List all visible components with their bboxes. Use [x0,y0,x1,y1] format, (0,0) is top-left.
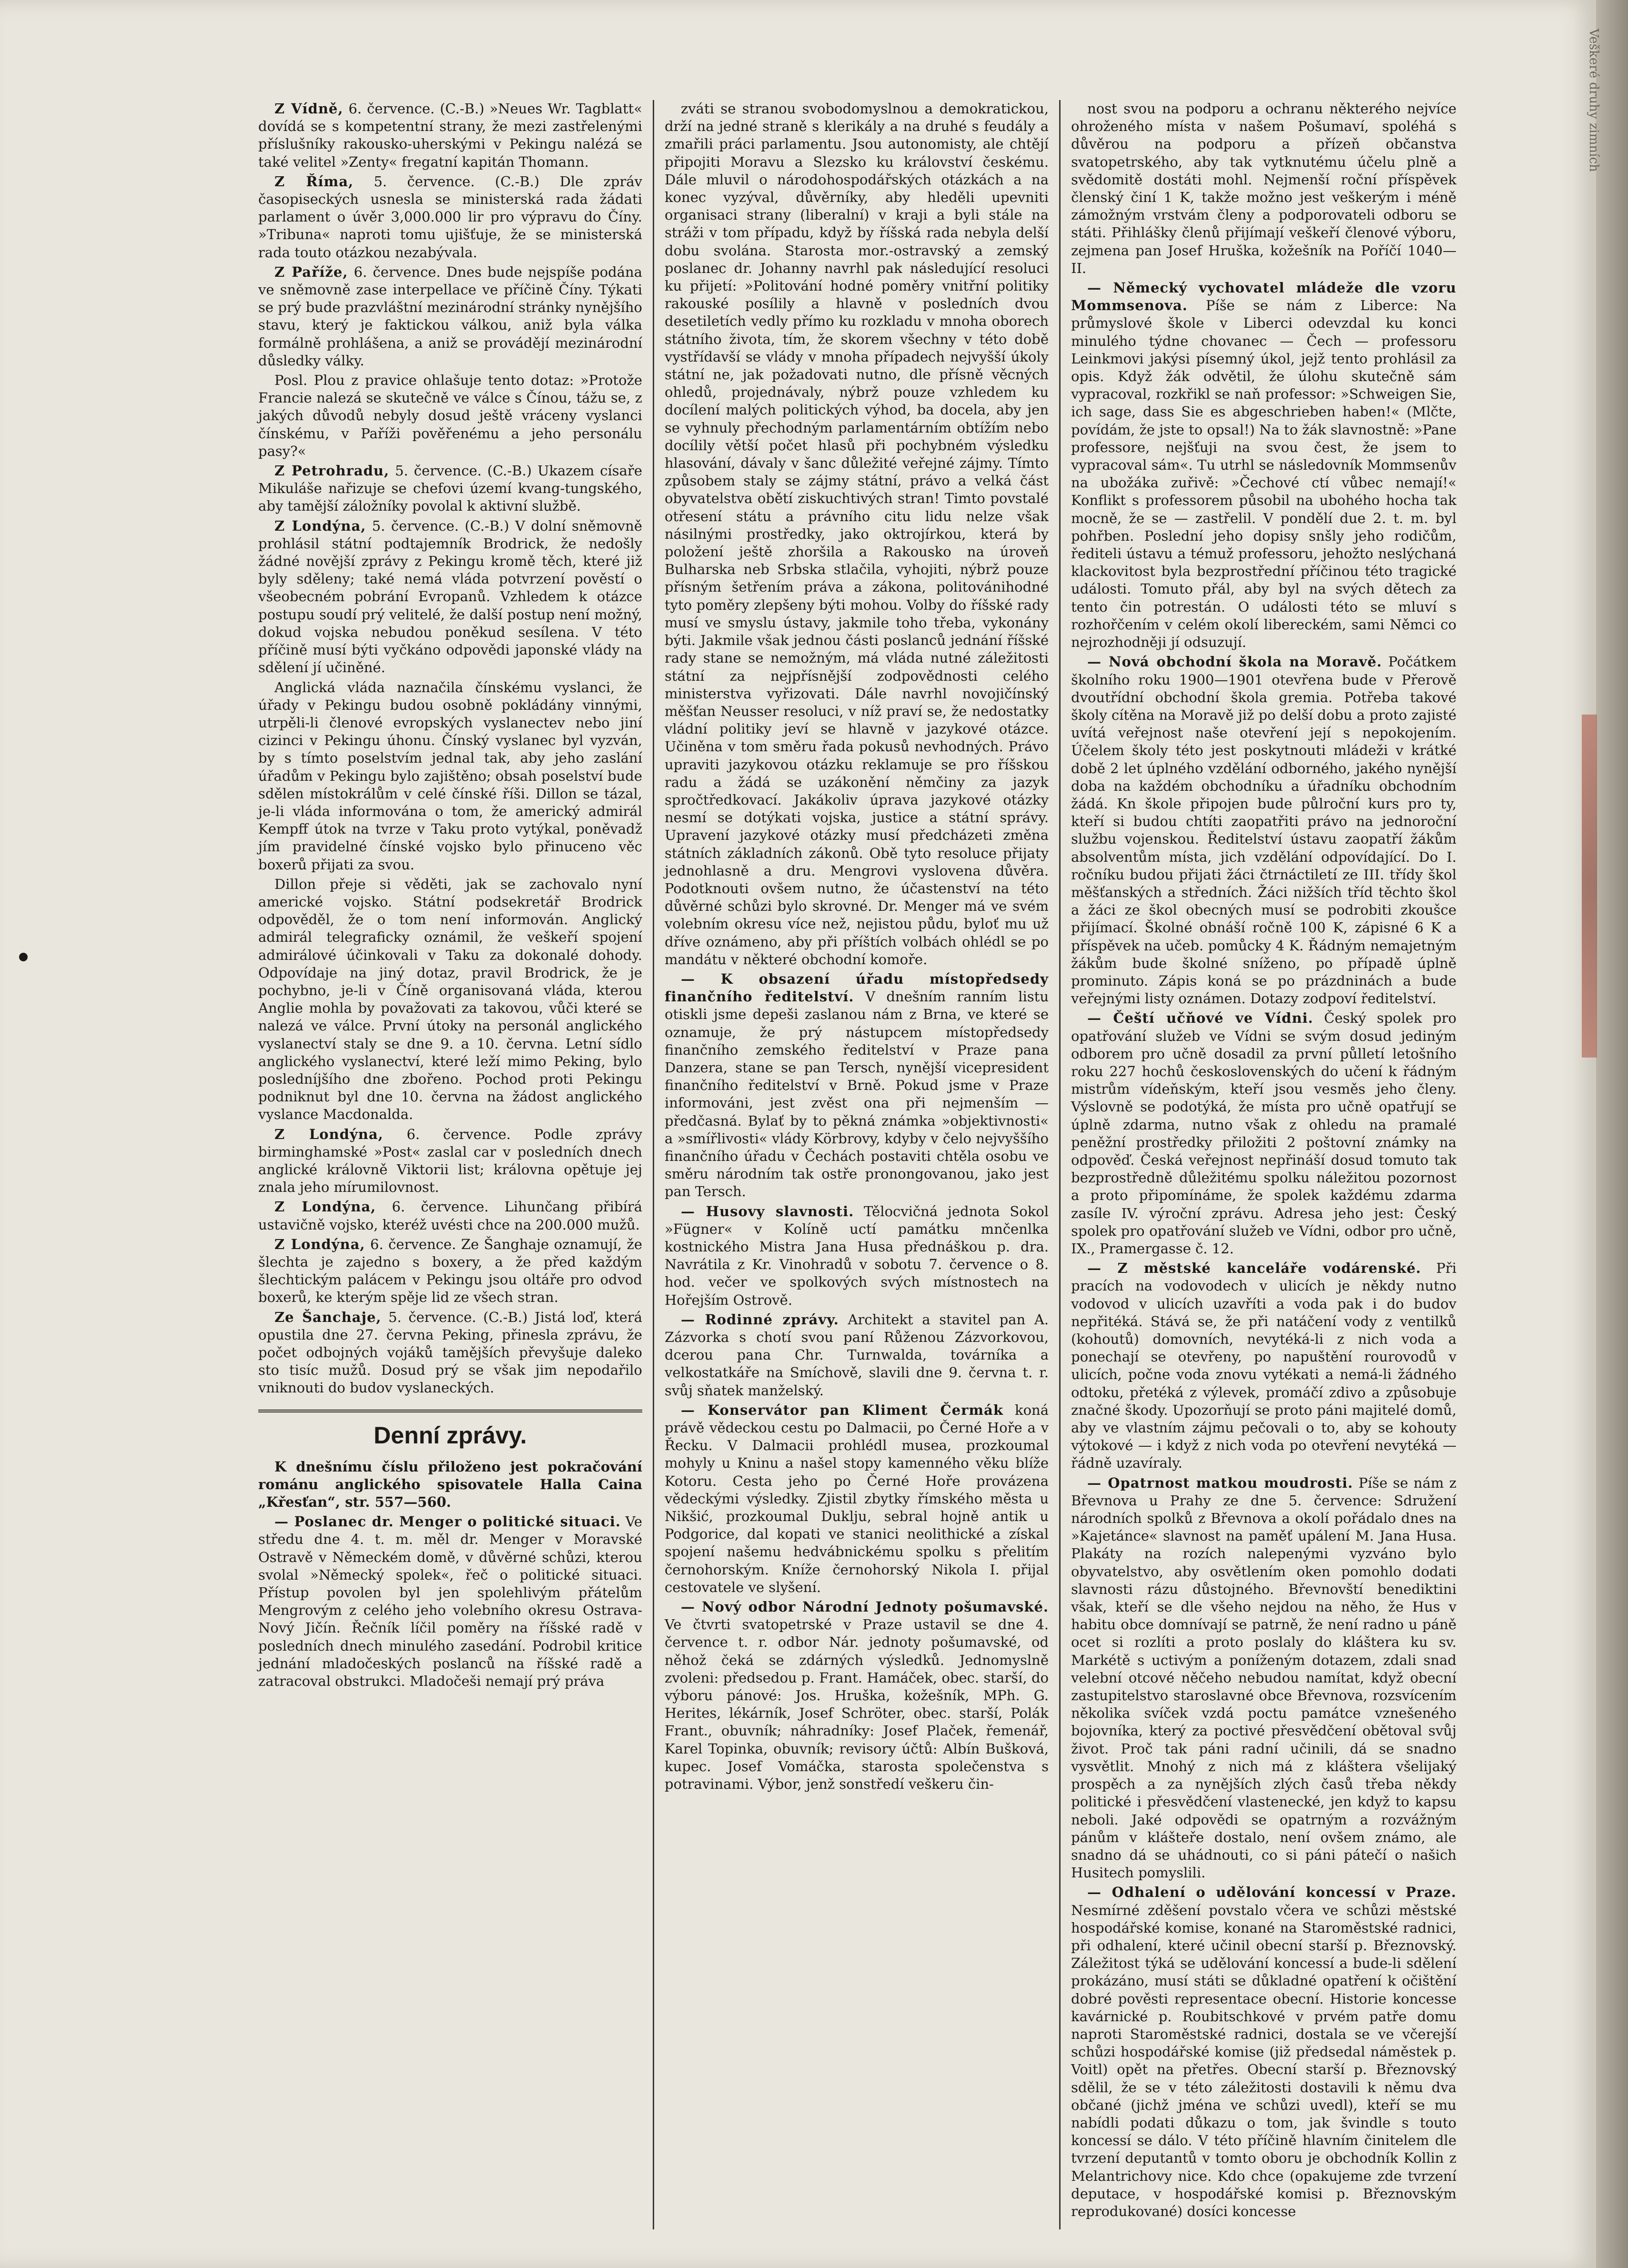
article-paragraph [258,1513,642,1690]
article-paragraph [1071,279,1456,651]
section-title: Denní zprávy. [258,1410,642,1450]
article-text: 5. července. (C.-B.) Jistá loď, která opustila dne 27. června Peking, přinesla zprávu, že počet odbojných vojáků tamějších převyšuje daleko sto tisíc mužů. Dosud prý se však jim nepodařilo vniknouti do budov vyslaneckých. [258,1309,643,1396]
article-text: Český spolek pro opatřování služeb ve Vídni se svým dosud jediným odborem pro učně dosadil za první půlletí letošního roku 227 hochů československých do učení k řádným mistrům vídeňským, kteří jsou vesměs jeho členy. Výslovně se podotýká, že místa pro učně opatřují se úplně zdarma, nutno však z ohledu na pramalé peněžní prostředky přiložiti 2 poštovní známky na odpověď. Česká veřejnost nepřináší dosud tomuto tak bezprostředně důležitému spolku náležitou pozornost a proto připomínáme, že spolek každému zdarma zasíle IV. výroční zprávu. Adresa jeho jest: Český spolek pro opatřování služeb ve Vídni, odbor pro učně, IX., Pramergasse č. 12. [1071,1010,1457,1257]
article-headline: Ze Šanchaje, [274,1309,382,1325]
article-paragraph [258,263,642,370]
article-paragraph [258,1309,642,1397]
article-text: Ve středu dne 4. t. m. měl dr. Menger v Moravské Ostravě v Německém domě, v důvěrné schůzi, kterou svolal »Německý spolek«, řeč o politické situaci. Přístup povolen byl jen spolehlivým přátelům Mengrovým z celého jeho volebního okresu Ostrava-Nový Jičín. Řečník líčil poměry na říšské radě v posledních dnech minulého zasedání. Podrobil kritice jednání mladočeských poslanců na říšské radě a zatracoval obstrukci. Mladočeši nemají prý práva [258,1513,643,1690]
article-paragraph [258,100,642,171]
article-headline: Z Londýna, [274,1236,365,1252]
article-text: Posl. Plou z pravice ohlašuje tento dotaz: »Protože Francie nalezá se skutečně ve válce s Čínou, tážu se, z jakých důvodů nebyly dosud ještě vráceny vyslanci čínskému, v Paříži pověřenému a jeho personálu pasy?« [258,372,642,459]
article-paragraph [1071,1009,1456,1258]
article-paragraph [1071,1884,1456,2220]
article-headline: — Nový odbor Národní Jednoty pošumavské. [681,1599,1049,1615]
article-headline: Z Vídně, [274,101,344,117]
article-text: Nesmírné zděšení povstalo včera ve schůzi městské hospodářské komise, konané na Staroměstské radnici, při odhalení, které učinil obecní starší p. Březnovský. Záležitost týká se udělování koncessí a bude-li sdělení prokázáno, musí státi se důkladné opatření k očištění dobré pověsti representace obecní. Historie koncesse kavárnické p. Roubitschkové v prvém patře domu naproti Staroměstské radnici, dostala se ve včerejší schůzi hospodářské komise (již předsedal náměstek p. Voitl) opět na přetřes. Obecní starší p. Březnovský sdělil, že se v této záležitosti dostavili k němu dva občané (jichž jména ve schůzi uvedl), kteří se mu nabídli podati důkazu o tom, jak švindle s touto koncessí se dálo. V této příčině hlavním činitelem dle tvrzení deputantů v tomto oboru je obchodník Kollin z Melantrichovy nice. Kdo chce (opakujeme zde tvrzení deputace, v hospodářské komisi p. Březnovským reprodukované) dosíci koncesse [1071,1902,1456,2219]
article-headline: — Čeští učňové ve Vídni. [1087,1010,1314,1027]
article-text: Píše se nám z Břevnova u Prahy ze dne 5. července: Sdružení národních spolků z Břevnova a okolí pořádalo dnes na »Kajetánce« slavnost na paměť upálení M. Jana Husa. Plakáty na rozích nalepenými vyzváno bylo obyvatelstvo, aby osvětlením oken pomohlo dodati slavnosti rázu důstojného. Břevnovští benediktini však, kteří se dle všeho nejdou na něho, že Hus v habitu obce domnívají se patrně, že není radno u páně ocet si rozlíti a proto poslaly do kláštera ku sv. Markétě s uctivým a poníženým dotazem, zdali snad velební otcové něčeho nebudou namítat, když obecní zastupitelstvo staroslavné obce Břevnova, rozsvícením několika svíček vzdá poctu památce vznešeného bojovníka, který za poctivé přesvědčení obětoval svůj život. Proč tak páni radní učinili, dá se snadno vysvětlit. Mnohý z nich má z kláštera všelijaký prospěch a za nynějších zlých časů třeba někdy politické i přesvědčení vlastenecké, jen když to kapsu neboli. Jaké odpovědi se opatrným a rozvážným pánům v klášteře dostalo, není ovšem známo, ale snadno dá se uhádnouti, co si páni pátečí o našich Husitech pomyslili. [1071,1474,1456,1881]
article-headline: Z Londýna, [274,1126,384,1142]
article-text: 6. července. Lihunčang přibírá ustavičně vojsko, kteréž uvésti chce na 200.000 mužů. [258,1199,643,1233]
notice-paragraph [258,1458,642,1512]
article-text: 6. července. Podle zprávy birminghamské »Post« zaslal car v posledních dnech anglické královně Viktorii list; královna opětuje jej znala jeho mírumilovnost. [258,1126,643,1196]
article-headline: Z Petrohradu, [274,463,390,479]
article-headline: Z Říma, [274,173,354,190]
article-headline: — Konservátor pan Kliment Čermák [681,1401,1003,1418]
article-text: K dnešnímu číslu přiloženo jest pokračování románu anglického spisovatele Halla Caina „Křesťan“, str. 557—560. [258,1458,642,1511]
column-2 [654,100,1061,2229]
article-text: Počátkem školního roku 1900—1901 otevřena bude v Přerově dvoutřídní obchodní škola gremia. Potřeba takové školy cítěna na Moravě již po delší dobu a proto zajisté uvítá veřejnost naše otevření její s nepokojením. Účelem školy této jest poskytnouti mládeži v krátké době 2 let úplného vzdělání odborného, jakého nynější doba na každém obchodníku a úřadníku obchodním žádá. Kn škole připojen bude půlroční kurs pro ty, kteří si budou chtíti zaopatřiti právo na jednoroční službu vojenskou. Ředitelství ústavu zaopatří žákům absolventům místa, jich vzdělání odpovídající. Do I. ročníku budou přijati žáci čtrnáctiletí ze III. třídy škol měšťanských a středních. Žáci nižších tříd těchto škol a žáci ze škol obecných musí se podrobiti zkoušce přijímací. Školné obnáší ročně 100 K, zápisné 6 K a příspěvek na učeb. pomůcky 4 K. Řádným nemajetným žákům bude školné sníženo, po případě úplně prominuto. Zápis koná se po prázdninách a bude veřejnými listy oznámen. Dotazy zodpoví ředitelství. [1071,654,1456,1007]
article-headline: Z Paříže, [274,263,348,280]
article-text: zváti se stranou svobodomyslnou a demokratickou, drží na jedné straně s klerikály a na druhé s feudály a zmařili práci parlamentu. Jsou autonomisty, ale chtějí připojiti Moravu a Slezsko ku království českému. Dále mluvil o národohospodářských otázkách a na konec vyzýval, důvěrníky, aby hleděli upevniti organisaci strany (liberalní) v kraji a byli stále na stráži v tom případu, když by říšská rada nebyla delší dobu svolána. Starosta mor.-ostravský a zemský poslanec dr. Johanny navrhl pak následující resoluci ku přijetí: »Politování hodné poměry vnitřní politiky rakouské posílily a hlavně v posledních dvou desetiletích vedly přímo ku rozkladu v mnoha oborech státního života, tím, že skorem všechny v této době vystřídavší se vlády v mnoha případech nejvyšší úkoly státní ne, jak požadovati nutno, dle přísně věcných ohledů, projednávaly, nýbrž pouze vzhledem ku docílení malých politických výhod, ba docela, aby jen se vyhnuly přechodným parlamentárním obtížím nebo docílily větší počet hlasů při pochybném výsledku hlasování, dávaly v šanc důležité veřejné zájmy. Tímto způsobem staly se zájmy státní, právo a velká část obyvatelstva obětí ziskuchtivých stran! Timto povstalé otřesení státu a právního citu lidu nelze však násilnými prostředky, jako oktrojírkou, která by položení ještě zhoršila a Rakousko na úroveň Bulharska neb Srbska stlačila, vyhojiti, nýbrž pouze přísným šetřením práva a zákona, politovánihodné tyto poměry zlepšeny býti mohou. Volby do říšské rady musí ve smyslu ústavy, jakmile toho třeba, vykonány býti. Jakmile však jednou části poslanců jednání říšské rady stane se nemožným, má vláda nutné záležitosti státní za nejpřísnější zodpovědnosti celého ministerstva vyřizovati. Dále navrhl novojičínský měšťan Neusser resoluci, v níž praví se, že nedostatky vládní politiky jeví se hlavně v jazykové otázce. Učiněna v tom směru řada pokusů nevhodných. Právo upraviti jazykovou otázku reklamuje se pro říšskou radu a žádá se uzákonění němčiny za jazyk spročtředkovací. Jakákoliv úprava jazykové otázky nesmí se dotýkati vojska, justice a státní správy. Upravení jazykové otázky musí předcházeti změna státních základních zákonů. Obě tyto resoluce přijaty jednohlasně a dru. Mengrovi vyslovena důvěra. Podotknouti ovšem nutno, že účastenství na této důvěrné schůzi bylo skrovné. Dr. Menger má ve svém volebním okresu více než, nejistou půdu, byloť mu už dříve oznámeno, aby při příštích volbách ohlédl se po mandátu v některé obchodní komoře. [665,101,1049,968]
article-headline: — Opatrnost matkou moudrosti. [1087,1474,1354,1491]
article-paragraph [1071,100,1456,277]
article-headline: — K obsazení úřadu místopředsedy finančního ředitelství. [665,970,1049,1005]
article-paragraph [665,100,1049,968]
article-text: 6. července. Dnes bude nejspíše podána ve sněmovně zase interpellace ve příčině Číny. Týkati se prý bude prazvláštní mezinárodní stránky nynějšího stavu, který je faktickou válkou, aniž byla válka formálně prohlášena, a aniž se provádějí mezinárodní důsledky války. [258,263,642,369]
article-text: Tělocvičná jednota Sokol »Fügner« v Kolíně uctí památku mnčenlka kostnického Mistra Jana Husa přednáškou p. dra. Navrátila z Kr. Vinohradů v sobotu 7. července o 8. hod. večer ve spolkových svých místnostech na Hořejším Ostrově. [665,1203,1049,1308]
article-headline: Z Londýna, [274,517,366,534]
article-headline: — Rodinné zprávy. [681,1311,839,1328]
article-paragraph [258,1126,642,1197]
article-text: 5. července. (C.-B.) Ukazem císaře Mikuláše nařizuje se chefovi území kvang-tungského, aby tamější záložníky povolal k aktivní službě. [258,463,643,514]
article-text: nost svou na podporu a ochranu některého nejvíce ohroženého místa v našem Pošumaví, spoléhá s důvěrou na podporu a přízeň občanstva svatopetrského, aby tak vytknutému účelu plně a svědomitě dostáti mohl. Nejmenší roční příspěvek členský činí 1 K, takže možno jest veškerým i méně zámožným vrstvám členy a podporovateli odboru se státi. Přihlášky členů přijímají veškeří členové výboru, zejmena pan Josef Hruška, kožešník na Poříčí 1040—II. [1071,101,1456,276]
article-paragraph [258,372,642,460]
article-text: Dillon přeje si věděti, jak se zachovalo nyní americké vojsko. Státní podsekretář Brodrick odpověděl, že o tom není informován. Anglický admirál telegraficky oznámil, že veškeří spojení admirálové účinkovali v Taku za dokonalé dohody. Odpovídaje na jiný dotaz, pravil Brodrick, že je pochybno, je-li v Číně organisovaná vláda, kterou Anglie mohla by považovati za takovou, vůči které se nalezá ve válce. První útoky na personál anglického vyslanectví staly se dne 9. a 10. června. Letní sídlo anglického vyslanectví, které leží mimo Peking, bylo posledníjšího dne zbořeno. Pochod proti Pekingu podniknut byl dne 10. června na žádost anglického vyslance Macdonalda. [258,876,642,1123]
article-paragraph [665,1598,1049,1793]
margin-note: Veškeré druhy zimních [1587,29,1601,172]
article-paragraph [1071,653,1456,1008]
article-paragraph [665,1311,1049,1400]
article-text: Píše se nám z Liberce: Na průmyslové škole v Liberci odevzdal ku konci minulého týdne chovanec — Čech — professoru Leinkmovi jakýsi písemný úkol, jejž tento prohlásil za opis. Když žák odvětil, že úlohu skutečně sám vypracoval, rozkřikl se naň professor: »Schweigen Sie, ich sage, dass Sie es abgeschrieben haben!« (Mlčte, povídám, že jste to opsal!) Na to žák slavnostně: »Pane professore, nejšťuji na svou čest, že jsem to vypracoval sám«. Tu utrhl se následovník Mommsenův na ubožáka zuřivě: »Čechové ctí vůbec nemají!« Konflikt s professorem působil na ubohého hocha tak mocně, že se — zastřelil. V pondělí due 2. t. m. byl pohřben. Poslední jeho dopisy snšly jeho rodičům, řediteli ústavu a témuž professoru, jehožto neslýchaná klackovitost byla bezprostřední příčinou této tragické události. Tomuto přál, aby byl na svých dětech za tento čin potrestán. O události této se mluví s rozhořčením v celém okolí libereckém, sami Němci co nejrozhodněji jí odsuzují. [1071,297,1457,651]
article-paragraph [258,876,642,1124]
article-paragraph [258,1236,642,1307]
page-edge [1596,0,1628,2268]
article-paragraph [665,1203,1049,1309]
article-text: Při pracích na vodovodech v ulicích je někdy nutno vodovod v ulicích uzavříti a voda pak i do budov nepřitéká. Stává se, že při natáčení vody z ventilků (kohoutů) domovních, nevytéká-li z nich voda a ponechají se otevřeny, po napuštění rourovodů v ulicích, počne voda znovu vytékati a nemá-li žádného odtoku, přetéká z výlevek, promáčí zdivo a způsobuje značné škody. Upozorňují se proto páni majitelé domů, aby ve vlastním zájmu pečovali o to, aby se kohouty výtokové — i když z nich voda po otevření nevytéká — řádně uzavíraly. [1071,1260,1456,1472]
article-headline: — Husovy slavnosti. [681,1203,854,1220]
article-headline: Z Londýna, [274,1199,376,1215]
article-text: V dnešním ranním listu otiskli jsme depeši zaslanou nám z Brna, ve které se oznamuje, že prý nástupcem místopředsedy finančního zemského ředitelství v Praze pana Danzera, stane se pan Tersch, nynější vicepresident finančního ředitelství v Brně. Pokud jsme v Praze informováni, jest zvěst ona při nejmenším — předčasná. Bylať by to pěkná známka »objektivnosti« a »smířlivosti« vlády Körbrovy, kdyby v čelo nejvyššího finančního úřadu v Čechách postaviti chtěla osobu ve směru národním tak ostře pronongovanou, jako jest pan Tersch. [665,988,1049,1200]
text-columns [248,100,1467,2229]
article-paragraph [258,679,642,874]
article-headline: — Z městské kanceláře vodárenské. [1087,1260,1421,1277]
article-headline: — Odhalení o udělování koncessí v Praze. [1087,1884,1456,1901]
article-text: Ve čtvrti svatopetrské v Praze ustavil se dne 4. července t. r. odbor Nár. jednoty pošumavské, od něhož čeká se zdárných výsledků. Jednomyslně zvoleni: předsedou p. Frant. Hamáček, obec. starší, do výboru pánové: Jos. Hruška, kožešník, MPh. G. Herites, lékárník, Josef Schröter, obec. starší, Polák Frant., obuvník; náhradníky: Josef Plaček, řemenář, Karel Topinka, obuvník; revisory účtů: Albín Bušková, kupec. Josef Vomáčka, starosta společenstva s potravinami. Výbor, jenž sonstředí veškeru čin- [665,1616,1049,1793]
column-1 [248,100,654,2229]
binding-stain [1582,715,1597,1058]
article-paragraph [665,970,1049,1201]
article-text: Architekt a stavitel pan A. Zázvorka s chotí svou paní Růženou Zázvorkovou, dcerou pana Chr. Turnwalda, továrníka a velkostatkáře na Smíchově, slavili dne 9. června t. r. svůj sňatek manželský. [665,1311,1049,1399]
article-paragraph [258,517,642,677]
article-paragraph [258,173,642,262]
article-text: koná právě vědeckou cestu po Dalmacii, po Černé Hoře a v Řecku. V Dalmacii prohlédl musea, prozkoumal mohyly u Kninu a našel stopy kamenného věku blíže Kotoru. Cesta jeho po Černé Hoře provázena vědeckými výsledky. Zjistil zbytky římského města u Nikšić, prozkoumal Duklju, sebral hojně antik u Podgorice, dal kopati ve stanici neolithické a získal spojení našemu hedvábnickému spolku s přelitím černohorským. Kníže černohorský Nikola I. přijal cestovatele ve slyšení. [665,1401,1049,1595]
article-text: 5. července. (C.-B.) V dolní sněmovně prohlásil státní podtajemník Brodrick, že nedošly žádné novější zprávy z Pekingu kromě těch, které již byly sděleny; také nemá vláda potvrzení pověstí o všeobecném pobrání Evropanů. Vzhledem k otázce postupu soudí prý velitelé, že další postup není možný, dokud vojska nebudou poněkud sesílena. V této příčině musí býti vyčkáno odpovědi japonské vlády na sdělení jí učiněné. [258,517,642,676]
article-paragraph [1071,1260,1456,1472]
article-text: 6. července. (C.-B.) »Neues Wr. Tagblatt« dovídá se s kompetentní strany, že mezi zastřelenými příslušníky rakousko-uherskými v Pekingu nalézá se také velitel »Zenty« fregatní kapitán Thomann. [258,101,642,170]
article-headline: — Poslanec dr. Menger o politické situaci. [274,1513,621,1530]
article-text: Anglická vláda naznačila čínskému vyslanci, že úřady v Pekingu budou osobně pokládány vinnými, utrpěli-li členové evropských vyslanectev nebo jiní cizinci v Pekingu úhonu. Čínský vyslanec byl vyzván, by s tímto poselstvím jednal tak, aby jeho zaslání úřadům v Pekingu bylo zajištěno; obsah poselství bude sdělen místokrálům v celé čínské říši. Dillon se tázal, je-li vláda informována o tom, že americký admirál Kempff útok na tvrze v Taku proto vytýkal, poněvadž jím pravidelné čínské vojsko bylo přinuceno věc boxerů přijati za svou. [258,679,642,873]
column-3 [1061,100,1467,2229]
punch-hole [19,953,28,961]
article-paragraph [258,462,642,515]
article-paragraph [1071,1474,1456,1882]
article-text: 6. července. Ze Šanghaje oznamují, že šlechta je zajedno s boxery, a že před každým šlechtickým palácem v Pekingu jsou oltáře pro odvod boxerů, ke kterým spěje lid ze všech stran. [258,1236,642,1306]
article-headline: — Nová obchodní škola na Moravě. [1087,654,1382,670]
article-paragraph [258,1198,642,1233]
article-text: 5. července. (C.-B.) Dle zpráv časopiseckých usnesla se ministerská rada žádati parlament o úvěr 3,000.000 lir pro výpravu do Číny. »Tribuna« naproti tomu ujišťuje, že se ministerská rada touto otázkou nezabývala. [258,173,642,261]
article-headline: — Německý vychovatel mládeže dle vzoru Mommsenova. [1071,280,1456,314]
article-paragraph [665,1401,1049,1596]
